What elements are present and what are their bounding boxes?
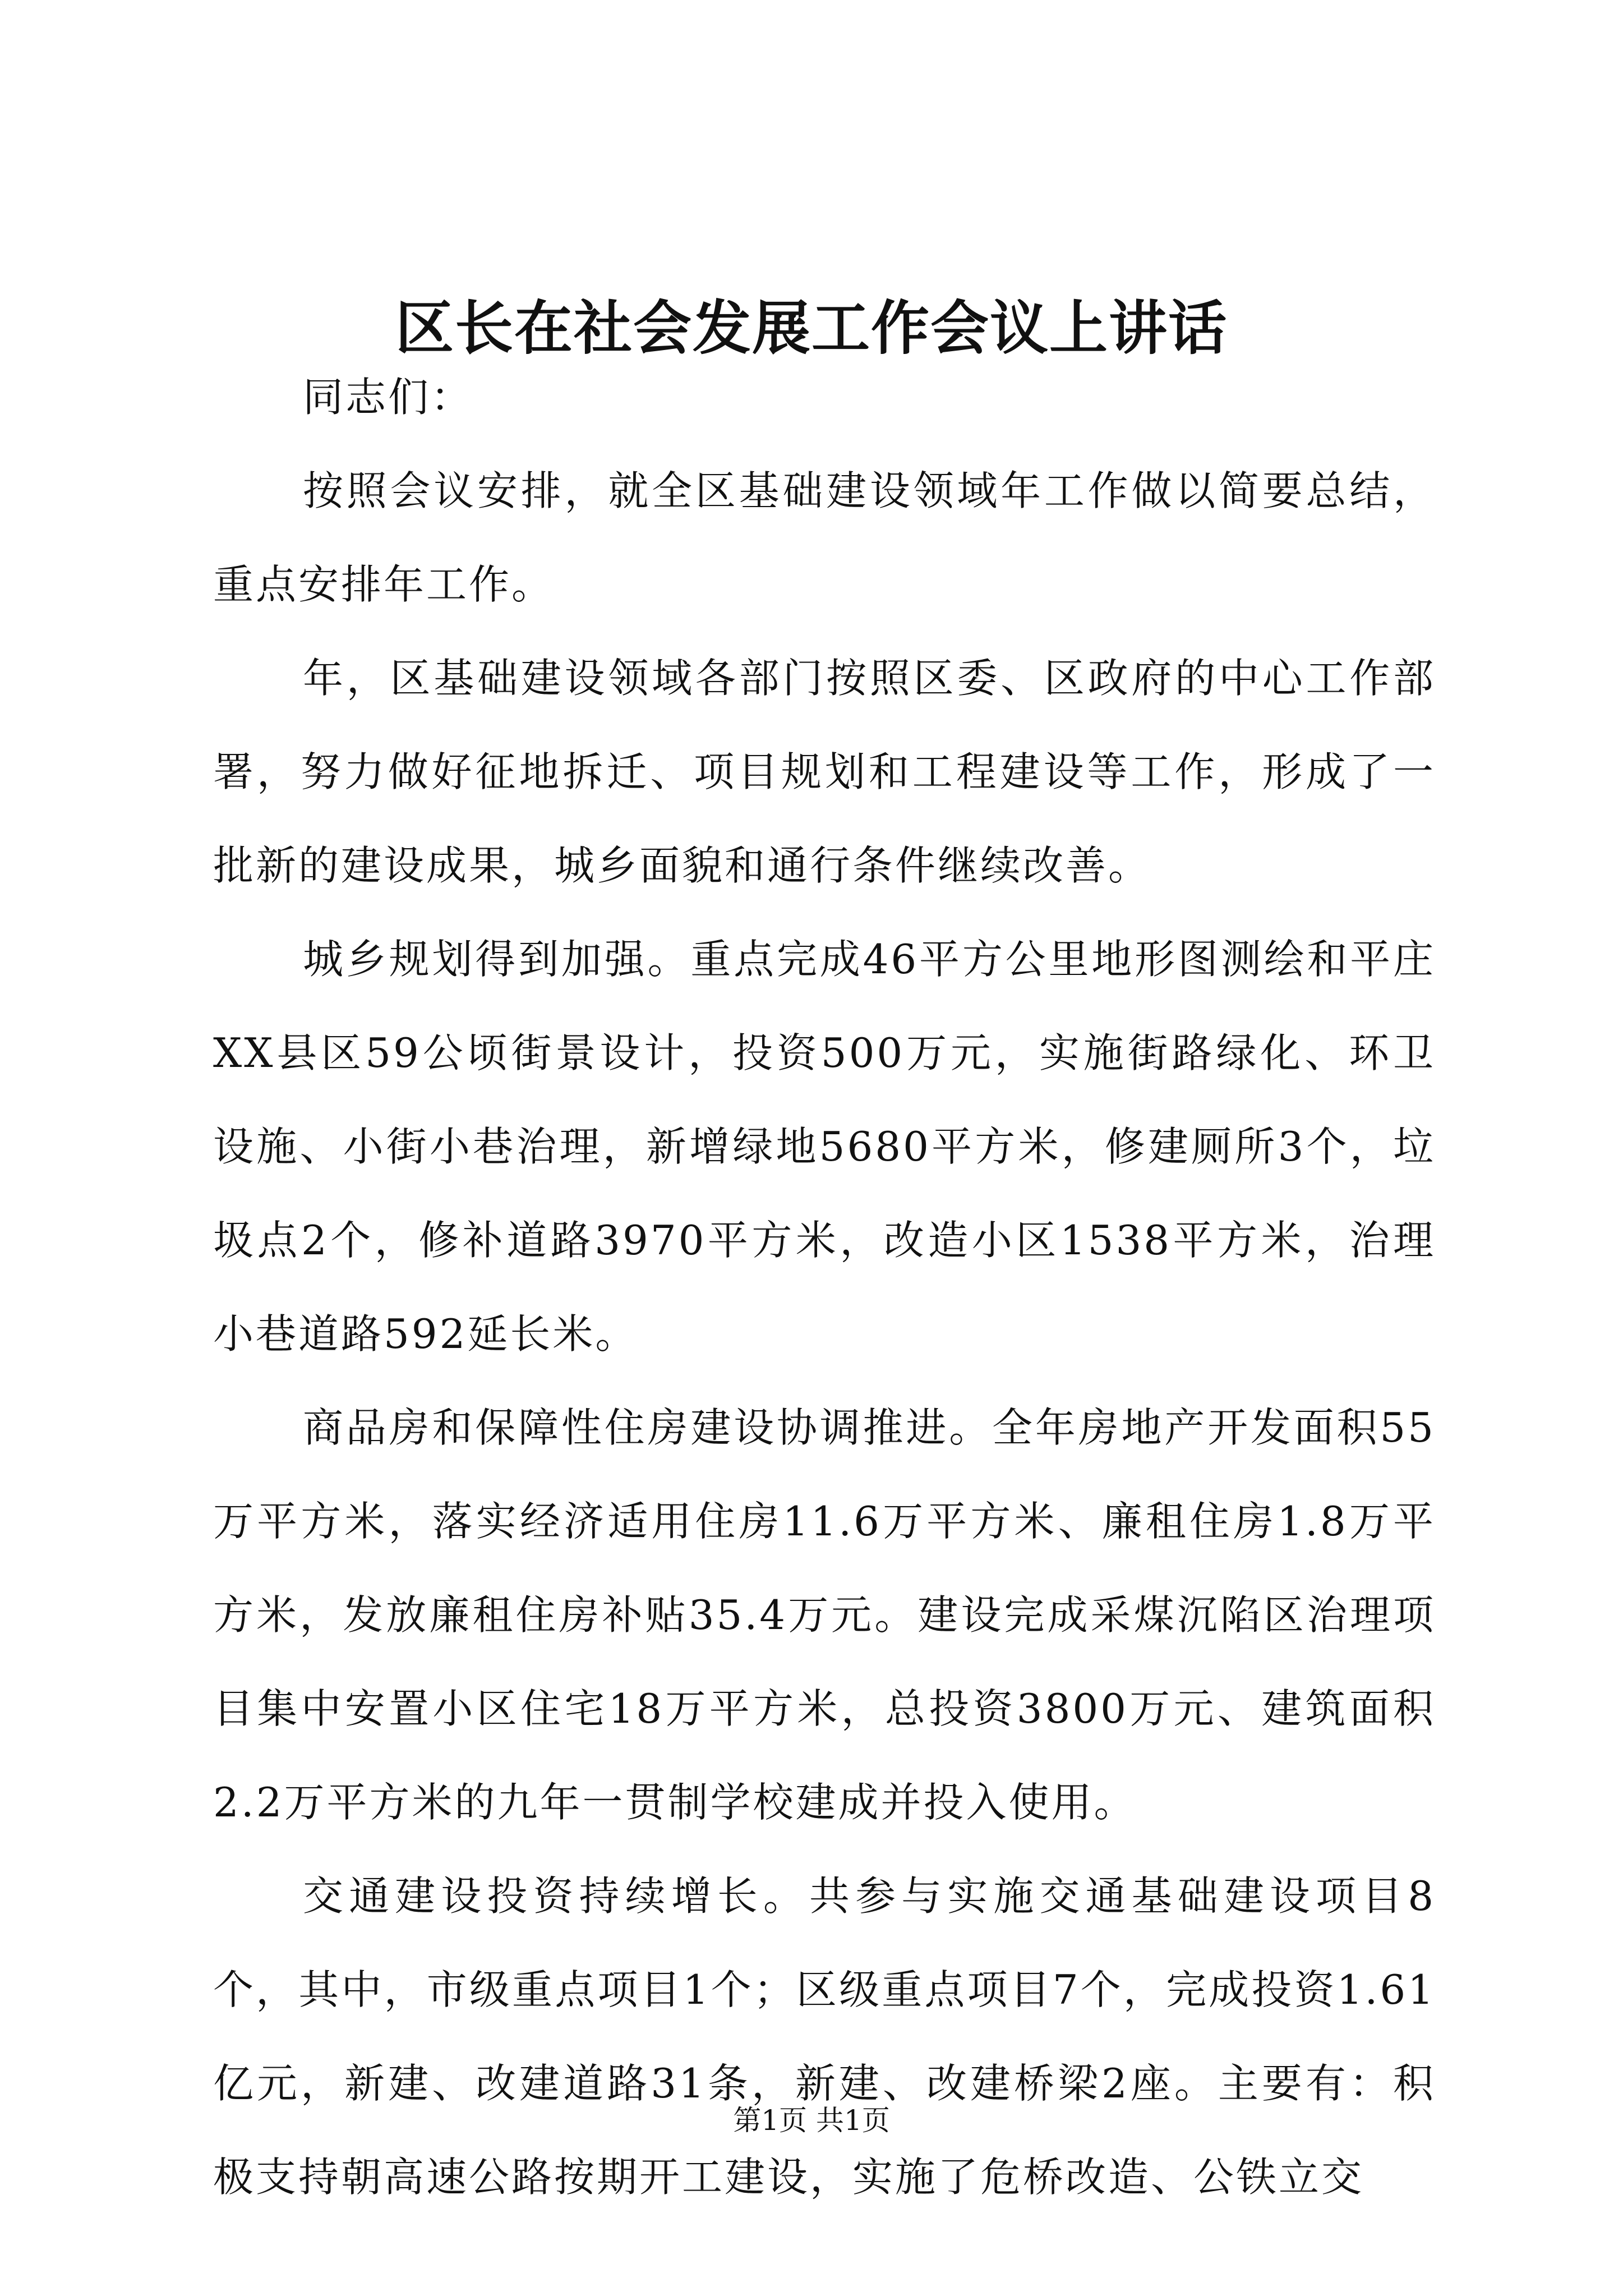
intro-paragraph: 按照会议安排，就全区基础建设领域年工作做以简要总结，重点安排年工作。 — [213, 467, 1436, 608]
transport-paragraph: 交通建设投资持续增长。共参与实施交通基础建设项目8个，其中，市级重点项目1个；区级重点项目7个，完成投资1.61亿元，新建、改建道路31条，新建、改建桥梁2座。主要有：积极支持朝高速公路按期开工建设，实施了危桥改造、公铁立交 — [213, 1872, 1436, 2201]
document-body — [213, 351, 1436, 2224]
urban-planning-paragraph: 城乡规划得到加强。重点完成46平方公里地形图测绘和平庄XX县区59公顷街景设计，投资500万元，实施街路绿化、环卫设施、小街小巷治理，新增绿地5680平方米，修建厕所3个，垃圾点2个，修补道路3970平方米，改造小区1538平方米，治理小巷道路592延长米。 — [213, 936, 1436, 1358]
summary-paragraph: 年，区基础建设领域各部门按照区委、区政府的中心工作部署，努力做好征地拆迁、项目规划和工程建设等工作，形成了一批新的建设成果，城乡面貌和通行条件继续改善。 — [213, 655, 1436, 889]
salutation-paragraph: 同志们： — [303, 374, 474, 421]
page-footer: 第1页 共1页 — [733, 2104, 890, 2137]
housing-paragraph: 商品房和保障性住房建设协调推进。全年房地产开发面积55万平方米，落实经济适用住房11.6万平方米、廉租住房1.8万平方米，发放廉租住房补贴35.4万元。建设完成采煤沉陷区治理项目集中安置小区住宅18万平方米，总投资3800万元、建筑面积2.2万平方米的九年一贯制学校建成并投入使用。 — [213, 1404, 1436, 1826]
document-title: 区长在社会发展工作会议上讲话 — [395, 293, 1228, 362]
